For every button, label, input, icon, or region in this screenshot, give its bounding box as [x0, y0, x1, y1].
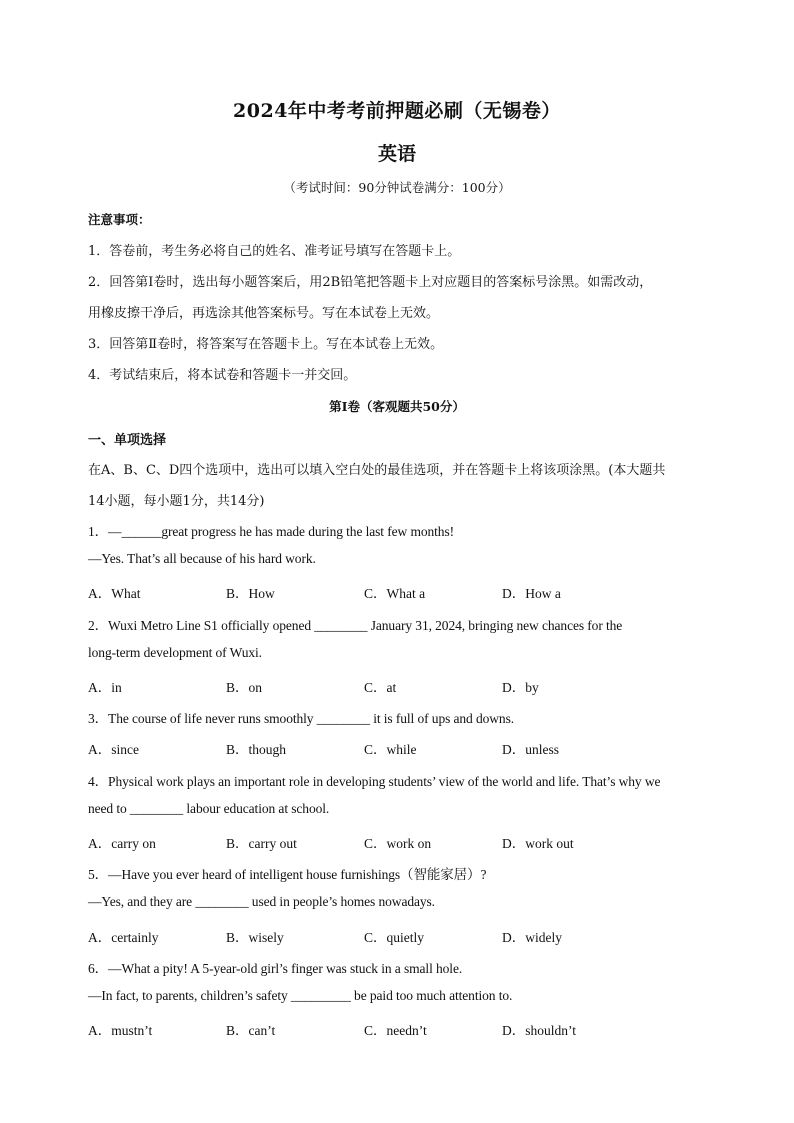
exam-info: （考试时间：90分钟试卷满分：100分）: [283, 180, 511, 195]
question-4-option-c: C．work on: [364, 836, 432, 851]
instruction-line: 在A、B、C、D四个选项中，选出可以填入空白处的最佳选项，并在答题卡上将该项涂黑。(本大题共: [88, 463, 666, 478]
question-2-option-c: C．at: [364, 680, 397, 695]
question-1-option-c: C．What a: [364, 586, 426, 601]
question-4-stem: need to ________ labour education at school.: [88, 801, 330, 816]
question-3-option-c: C．while: [364, 742, 417, 757]
question-3-option-d: D．unless: [502, 742, 559, 757]
question-5-stem: —Yes, and they are ________ used in people’s homes nowadays.: [88, 894, 435, 909]
question-4-stem: 4．Physical work plays an important role in developing students’ view of the world and life. That’s why we: [88, 774, 661, 789]
question-6-option-d: D．shouldn’t: [502, 1023, 577, 1038]
question-6-stem: —In fact, to parents, children’s safety _________ be paid too much attention to.: [88, 988, 513, 1003]
question-5-option-d: D．widely: [502, 930, 562, 945]
question-4-option-a: A．carry on: [88, 836, 156, 851]
question-1-option-b: B．How: [226, 586, 275, 601]
question-3-option-a: A．since: [88, 742, 139, 757]
question-5-option-a: A．certainly: [88, 930, 159, 945]
part-heading: 一、单项选择: [88, 433, 167, 448]
question-5-option-c: C．quietly: [364, 930, 424, 945]
question-2-option-b: B．on: [226, 680, 263, 695]
question-4-option-d: D．work out: [502, 836, 574, 851]
question-2-option-d: D．by: [502, 680, 539, 695]
question-6-stem: 6．—What a pity! A 5-year-old girl’s finger was stuck in a small hole.: [88, 961, 463, 976]
note-line: 4．考试结束后，将本试卷和答题卡一并交回。: [88, 368, 357, 383]
notes-heading: 注意事项：: [88, 212, 151, 227]
question-3-option-b: B．though: [226, 742, 287, 757]
question-6-option-b: B．can’t: [226, 1023, 276, 1038]
question-6-option-a: A．mustn’t: [88, 1023, 153, 1038]
page-title: 2024年中考考前押题必刷（无锡卷）: [233, 100, 561, 122]
question-2-stem: long-term development of Wuxi.: [88, 645, 262, 660]
question-5-stem: 5．—Have you ever heard of intelligent house furnishings（智能家居）?: [88, 867, 487, 882]
note-line: 2．回答第Ⅰ卷时，选出每小题答案后，用2B铅笔把答题卡上对应题目的答案标号涂黑。如需改动，: [88, 275, 653, 290]
question-5-option-b: B．wisely: [226, 930, 284, 945]
instruction-line: 14小题，每小题1分，共14分): [88, 494, 265, 509]
note-line: 用橡皮擦干净后，再选涂其他答案标号。写在本试卷上无效。: [88, 306, 440, 321]
question-2-option-a: A．in: [88, 680, 122, 695]
question-1-stem: —Yes. That’s all because of his hard work.: [88, 551, 316, 566]
question-1-option-a: A．What: [88, 586, 141, 601]
section-heading: 第Ⅰ卷（客观题共50分）: [329, 399, 465, 414]
note-line: 3．回答第Ⅱ卷时，将答案写在答题卡上。写在本试卷上无效。: [88, 337, 444, 352]
question-3-stem: 3．The course of life never runs smoothly ________ it is full of ups and downs.: [88, 711, 515, 726]
note-line: 1．答卷前，考生务必将自己的姓名、准考证号填写在答题卡上。: [88, 244, 461, 259]
question-1-option-d: D．How a: [502, 586, 561, 601]
question-4-option-b: B．carry out: [226, 836, 297, 851]
question-6-option-c: C．needn’t: [364, 1023, 427, 1038]
subject-heading: 英语: [377, 143, 416, 165]
question-1-stem: 1．—______great progress he has made during the last few months!: [88, 524, 454, 539]
question-2-stem: 2．Wuxi Metro Line S1 officially opened ________ January 31, 2024, bringing new chances for the: [88, 618, 623, 633]
